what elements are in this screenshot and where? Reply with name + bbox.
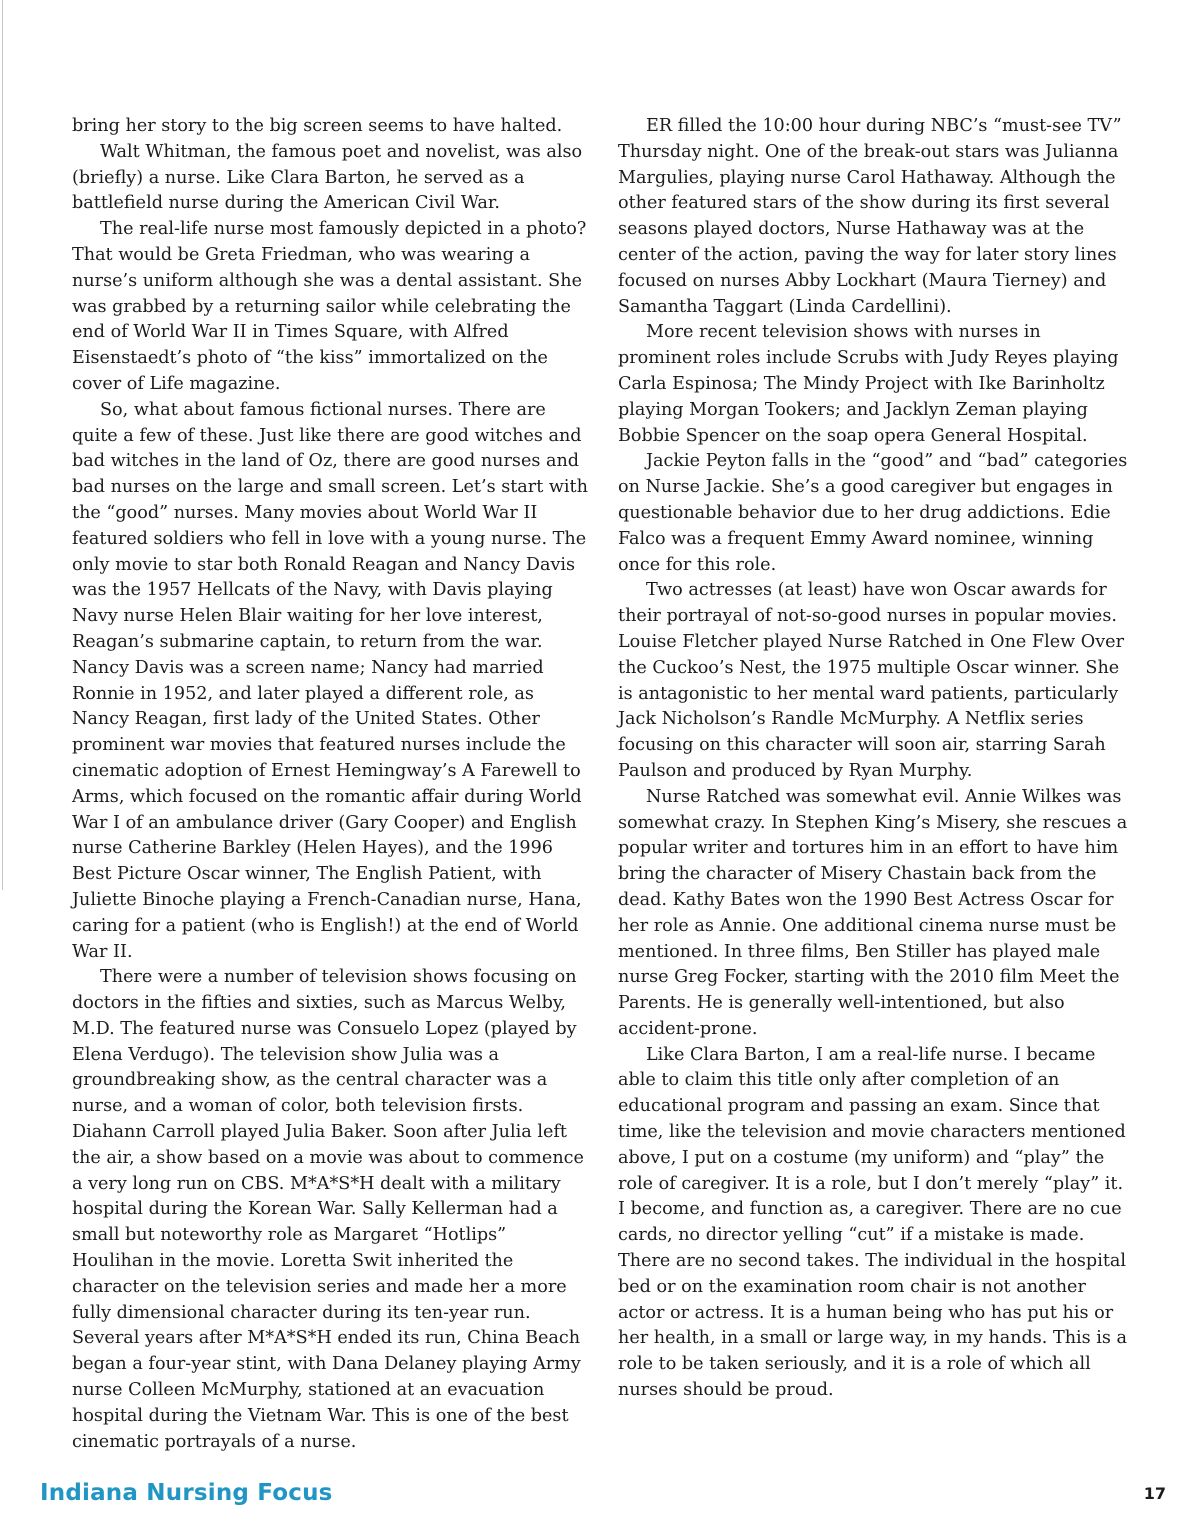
paragraph: There were a number of television shows focusing on doctors in the fifties and sixties, such as Marcus Welby, M.D. The featured nurse was Consuelo Lopez (played by Elena Verdugo). The television show Julia was a groundbreaking show, as the central character was a nurse, and a woman of color, both television firsts. Diahann Carroll played Julia Baker. Soon after Julia left the air, a show based on a movie was about to commence a very long run on CBS. M*A*S*H dealt with a military hospital during the Korean War. Sally Kellerman had a small but noteworthy role as Margaret “Hotlips” Houlihan in the movie. Loretta Swit inherited the character on the television series and made her a more fully dimensional character during its ten-year run. Several years after M*A*S*H ended its run, China Beach began a four-year stint, with Dana Delaney playing Army nurse Colleen McMurphy, stationed at an evacuation hospital during the Vietnam War. This is one of the best cinematic portrayals of a nurse.: [72, 967, 584, 1452]
paragraph: Jackie Peyton falls in the “good” and “bad” categories on Nurse Jackie. She’s a good caregiver but engages in questionable behavior due to her drug addictions. Edie Falco was a frequent Emmy Award nominee, winning once for this role.: [618, 451, 1128, 575]
page-edge-divider: [2, 0, 3, 890]
paragraph: Two actresses (at least) have won Oscar awards for their portrayal of not-so-good nurses in popular movies. Louise Fletcher played Nurse Ratched in One Flew Over the Cuckoo’s Nest, the 1975 multiple Oscar winner. She is antagonistic to her mental ward patients, particularly Jack Nicholson’s Randle McMurphy. A Netflix series focusing on this character will soon air, starring Sarah Paulson and produced by Ryan Murphy.: [618, 580, 1124, 781]
paragraph: So, what about famous fictional nurses. There are quite a few of these. Just like there are good witches and bad witches in the land of Oz, there are good nurses and bad nurses on the large and small screen. Let’s start with the “good” nurses. Many movies about World War II featured soldiers who fell in love with a young nurse. The only movie to star both Ronald Reagan and Nancy Davis was the 1957 Hellcats of the Navy, with Davis playing Navy nurse Helen Blair waiting for her love interest, Reagan’s submarine captain, to return from the war. Nancy Davis was a screen name; Nancy had married Ronnie in 1952, and later played a different role, as Nancy Reagan, first lady of the United States. Other prominent war movies that featured nurses include the cinematic adoption of Ernest Hemingway’s A Farewell to Arms, which focused on the romantic affair during World War I of an ambulance driver (Gary Cooper) and English nurse Catherine Barkley (Helen Hayes), and the 1996 Best Picture Oscar winner, The English Patient, with Juliette Binoche playing a French-Canadian nurse, Hana, caring for a patient (who is English!) at the end of World War II.: [72, 399, 588, 962]
paragraph: The real-life nurse most famously depicted in a photo? That would be Greta Friedman, who was wearing a nurse’s uniform although she was a dental assistant. She was grabbed by a returning sailor while celebrating the end of World War II in Times Square, with Alfred Eisenstaedt’s photo of “the kiss” immortalized on the cover of Life magazine.: [72, 219, 587, 394]
paragraph: bring her story to the big screen seems to have halted.: [72, 116, 563, 136]
article-column-left: [72, 114, 590, 1455]
paragraph: Walt Whitman, the famous poet and novelist, was also (briefly) a nurse. Like Clara Barton, he served as a battlefield nurse during the American Civil War.: [72, 141, 583, 214]
publication-title: Indiana Nursing Focus: [40, 1480, 333, 1506]
paragraph: More recent television shows with nurses in prominent roles include Scrubs with Judy Reyes playing Carla Espinosa; The Mindy Project with Ike Barinholtz playing Morgan Tookers; and Jacklyn Zeman playing Bobbie Spencer on the soap opera General Hospital.: [618, 322, 1119, 446]
article-column-right: [618, 114, 1130, 1404]
paragraph: Like Clara Barton, I am a real-life nurse. I became able to claim this title only after completion of an educational program and passing an exam. Since that time, like the television and movie characters mentioned above, I put on a costume (my uniform) and “play” the role of caregiver. It is a role, but I don’t merely “play” it. I become, and function as, a caregiver. There are no cue cards, no director yelling “cut” if a mistake is made. There are no second takes. The individual in the hospital bed or on the examination room chair is not another actor or actress. It is a human being who has put his or her health, in a small or large way, in my hands. This is a role to be taken seriously, and it is a role of which all nurses should be proud.: [618, 1044, 1128, 1401]
paragraph: Nurse Ratched was somewhat evil. Annie Wilkes was somewhat crazy. In Stephen King’s Misery, she rescues a popular writer and tortures him in an effort to have him bring the character of Misery Chastain back from the dead. Kathy Bates won the 1990 Best Actress Oscar for her role as Annie. One additional cinema nurse must be mentioned. In three films, Ben Stiller has played male nurse Greg Focker, starting with the 2010 film Meet the Parents. He is generally well-intentioned, but also accident-prone.: [618, 786, 1128, 1039]
paragraph: ER filled the 10:00 hour during NBC’s “must-see TV” Thursday night. One of the break-out stars was Julianna Margulies, playing nurse Carol Hathaway. Although the other featured stars of the show during its first several seasons played doctors, Nurse Hathaway was at the center of the action, paving the way for later story lines focused on nurses Abby Lockhart (Maura Tierney) and Samantha Taggart (Linda Cardellini).: [618, 116, 1122, 317]
page-number: 17: [1143, 1484, 1166, 1503]
